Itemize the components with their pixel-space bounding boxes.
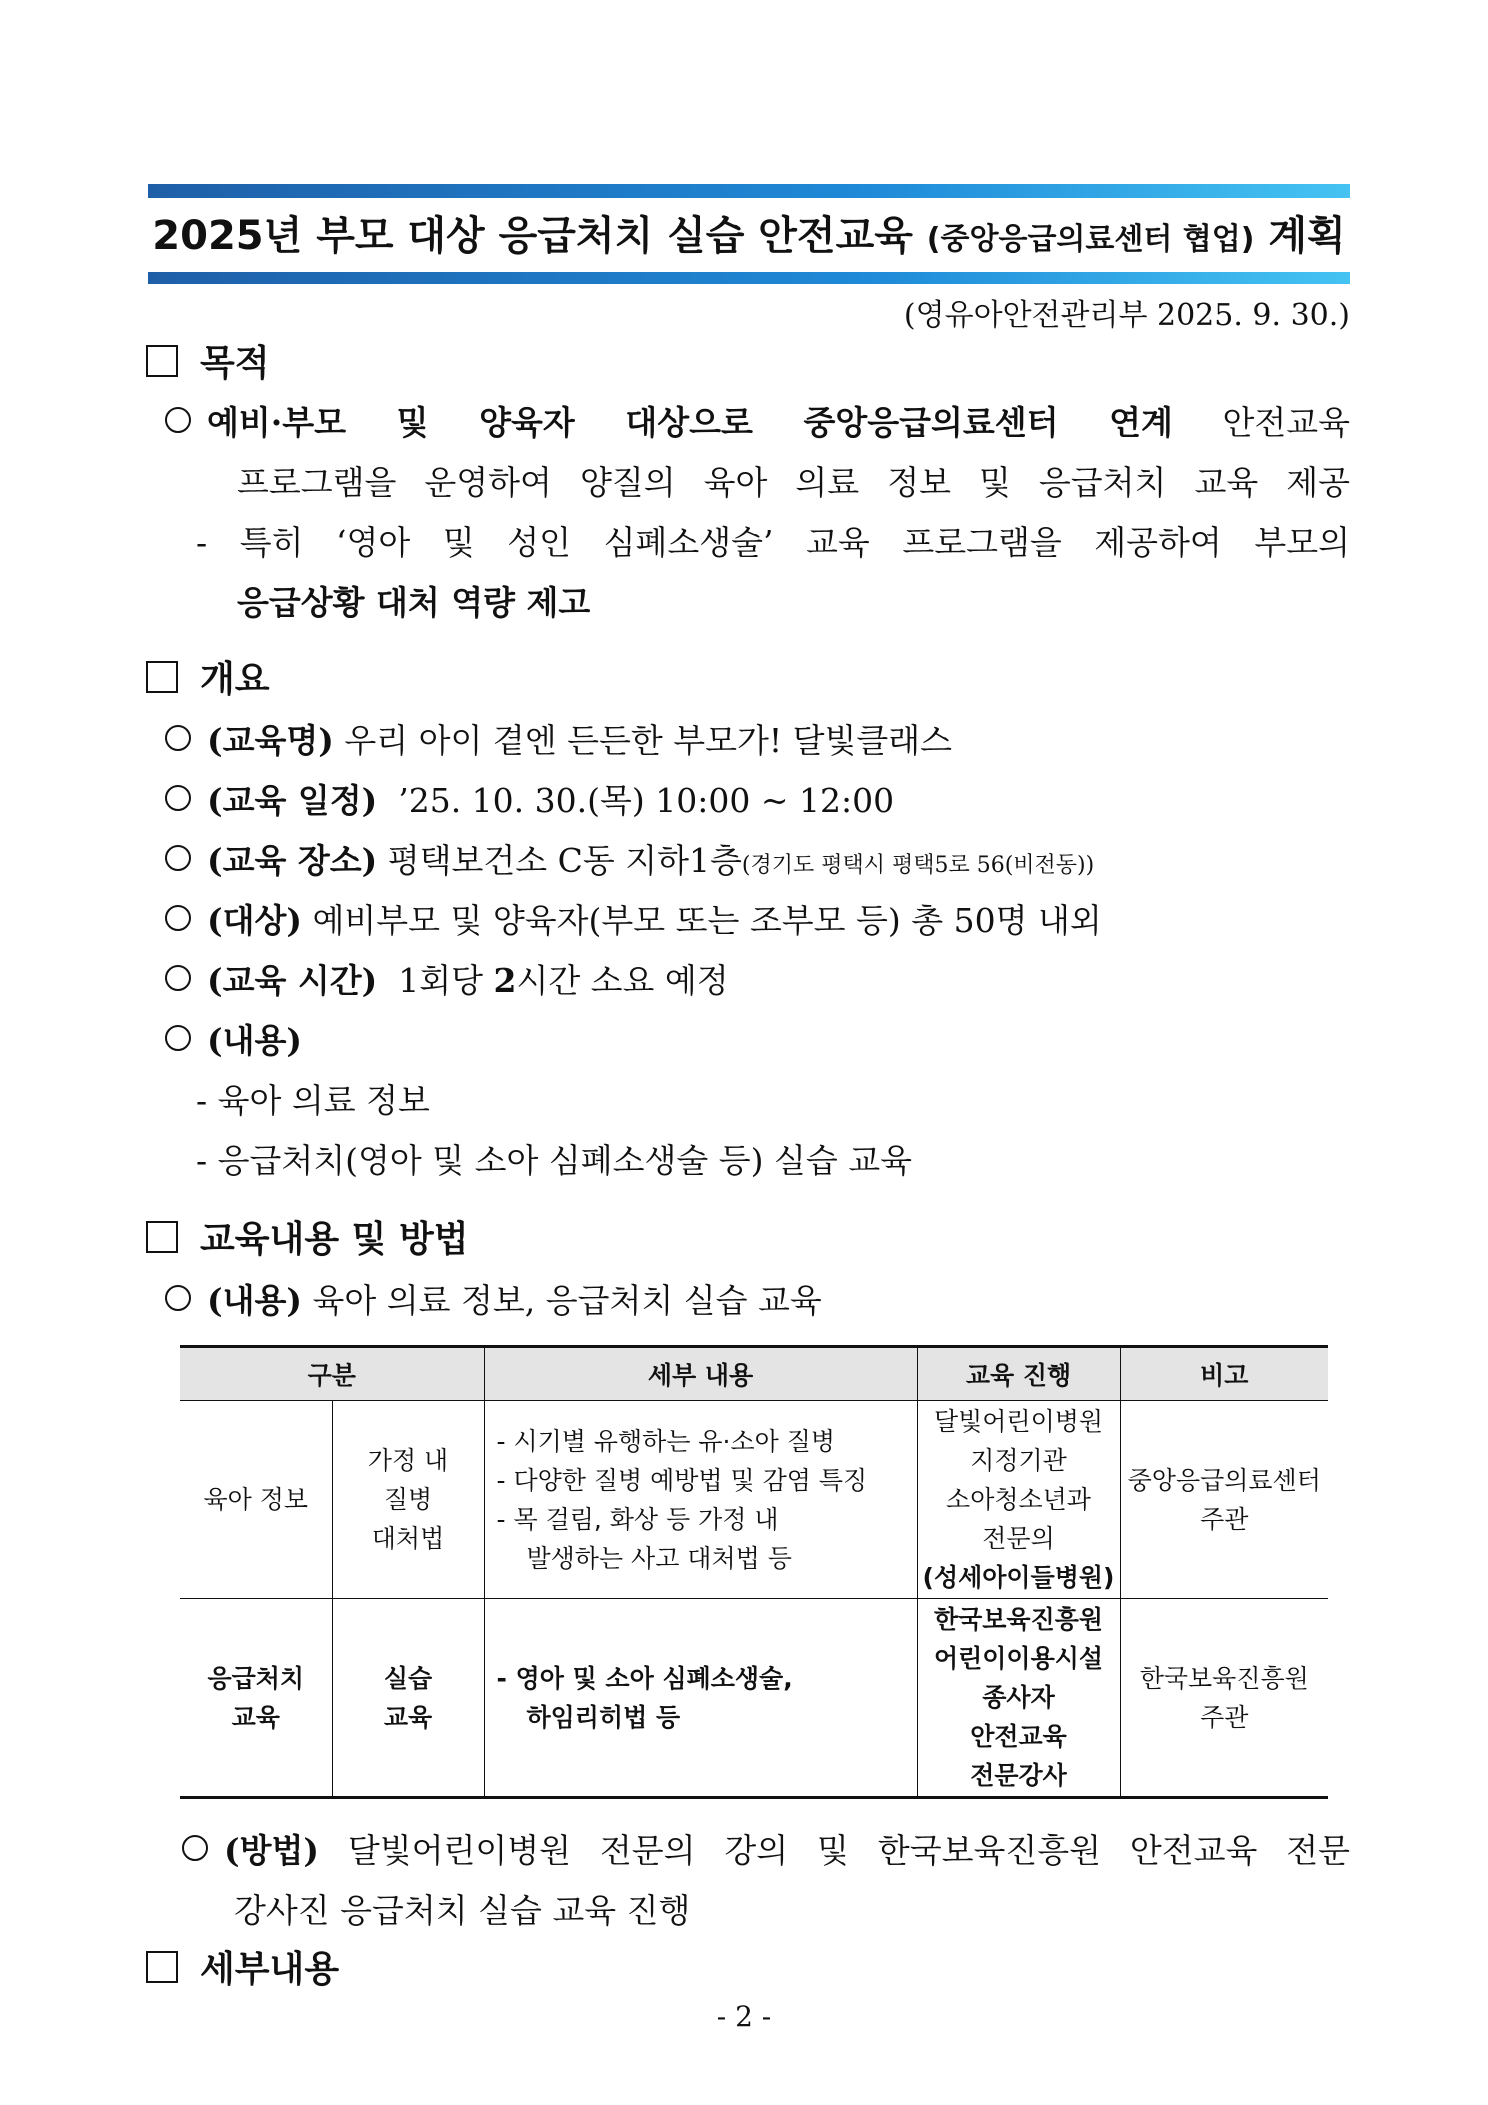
section-heading-detail: 세부내용 [146, 1946, 339, 1994]
overview-dash-1: - 육아 의료 정보 [196, 1081, 430, 1120]
overview-item-content: (내용) [165, 1018, 302, 1064]
checkbox-square-icon [146, 661, 178, 693]
overview-item-place: (교육 장소) 평택보건소 C동 지하1층(경기도 평택시 평택5로 56(비전동)) [165, 838, 1094, 889]
method-line1: (방법) 달빛어린이병원 전문의 강의 및 한국보육진흥원 안전교육 전문 [182, 1828, 1350, 1874]
section-heading-content: 교육내용 및 방법 [146, 1216, 469, 1264]
circle-bullet-icon [165, 725, 191, 751]
circle-bullet-icon [165, 407, 191, 433]
row2-subcategory: 실습 교육 [332, 1599, 484, 1798]
row2-instructor: 한국보육진흥원 어린이이용시설 종사자 안전교육 전문강사 [917, 1599, 1120, 1798]
title-bar-top [148, 184, 1350, 198]
overview-item-time: (교육 시간) 1회당 2시간 소요 예정 [165, 958, 729, 1004]
table-row [180, 1599, 1328, 1798]
header-details: 세부 내용 [484, 1347, 917, 1401]
section-heading-overview: 개요 [146, 656, 270, 704]
header-category: 구분 [180, 1347, 484, 1401]
title-end: 계획 [1268, 213, 1346, 259]
content-bullet: (내용) 육아 의료 정보, 응급처치 실습 교육 [165, 1278, 822, 1324]
table-row [180, 1401, 1328, 1599]
checkbox-square-icon [146, 1951, 178, 1983]
purpose-bullet-line1: 예비·부모 및 양육자 대상으로 중앙응급의료센터 연계 안전교육 [165, 400, 1350, 446]
purpose-dash-line2: 응급상황 대처 역량 제고 [237, 583, 591, 622]
title-main: 2025년 부모 대상 응급처치 실습 안전교육 [152, 213, 913, 259]
row2-category: 응급처치 교육 [180, 1599, 332, 1798]
row1-note: 중앙응급의료센터 주관 [1120, 1401, 1328, 1599]
circle-bullet-icon [165, 845, 191, 871]
checkbox-square-icon [146, 345, 178, 377]
row2-details: - 영아 및 소아 심폐소생술, 하임리히법 등 [484, 1599, 917, 1798]
row1-subcategory: 가정 내 질병 대처법 [332, 1401, 484, 1599]
circle-bullet-icon [165, 905, 191, 931]
overview-dash-2: - 응급처치(영아 및 소아 심폐소생술 등) 실습 교육 [196, 1141, 913, 1180]
circle-bullet-icon [165, 1025, 191, 1051]
checkbox-square-icon [146, 1221, 178, 1253]
section-heading-purpose: 목적 [146, 340, 270, 388]
row1-details: - 시기별 유행하는 유·소아 질병 - 다양한 질병 예방법 및 감염 특징 - 목 걸림, 화상 등 가정 내 발생하는 사고 대처법 등 [484, 1401, 917, 1599]
circle-bullet-icon [182, 1835, 208, 1861]
overview-item-name: (교육명) 우리 아이 곁엔 든든한 부모가! 달빛클래스 [165, 718, 952, 764]
purpose-bullet-line2: 프로그램을 운영하여 양질의 육아 의료 정보 및 응급처치 교육 제공 [237, 463, 1350, 502]
circle-bullet-icon [165, 1285, 191, 1311]
method-line2: 강사진 응급처치 실습 교육 진행 [234, 1891, 691, 1930]
title-bar-bottom [148, 272, 1350, 284]
row2-note: 한국보육진흥원 주관 [1120, 1599, 1328, 1798]
purpose-dash-line1: - 특히 ‘영아 및 성인 심폐소생술’ 교육 프로그램을 제공하여 부모의 [196, 523, 1350, 562]
header-note: 비고 [1120, 1347, 1328, 1401]
document-title [148, 204, 1350, 268]
circle-bullet-icon [165, 965, 191, 991]
page-number: - 2 - [716, 2000, 772, 2033]
table-header-row [180, 1347, 1328, 1401]
row1-instructor: 달빛어린이병원 지정기관 소아청소년과 전문의 (성세아이들병원) [917, 1401, 1120, 1599]
title-sub: (중앙응급의료센터 협업) [926, 222, 1255, 257]
overview-item-schedule: (교육 일정) ’25. 10. 30.(목) 10:00 ~ 12:00 [165, 778, 894, 824]
education-table [180, 1345, 1328, 1799]
overview-item-target: (대상) 예비부모 및 양육자(부모 또는 조부모 등) 총 50명 내외 [165, 898, 1102, 944]
department-date: (영유아안전관리부 2025. 9. 30.) [903, 298, 1350, 333]
header-instructor: 교육 진행 [917, 1347, 1120, 1401]
row1-category: 육아 정보 [180, 1401, 332, 1599]
circle-bullet-icon [165, 785, 191, 811]
